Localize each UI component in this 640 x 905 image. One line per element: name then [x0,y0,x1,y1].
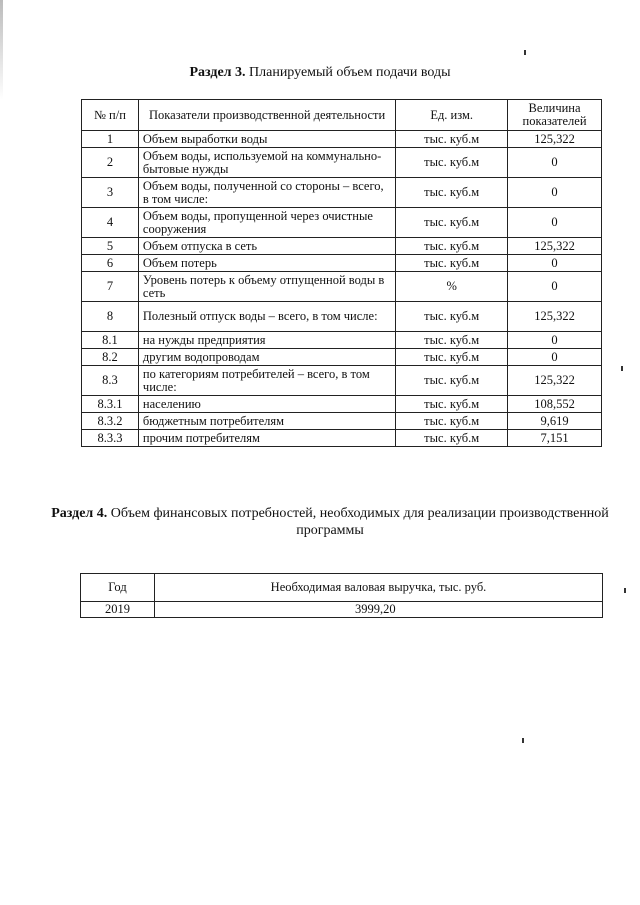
row-unit: тыс. куб.м [396,131,508,148]
row-num: 2 [82,148,139,178]
row-num: 6 [82,255,139,272]
section-3-heading [0,64,640,81]
row-name: другим водопроводам [138,349,395,366]
col-header-revenue: Необходимая валовая выручка, тыс. руб. [155,574,603,602]
row-value: 0 [508,332,602,349]
table-row [82,302,602,332]
table-row [82,178,602,208]
row-year: 2019 [81,602,155,618]
row-unit: тыс. куб.м [396,413,508,430]
row-num: 5 [82,238,139,255]
row-value: 125,322 [508,131,602,148]
table-row [82,272,602,302]
table-row [82,349,602,366]
row-name: Объем выработки воды [138,131,395,148]
section-4-label: Раздел 4. [51,506,108,521]
row-name: Объем воды, используемой на коммунально-бытовые нужды [138,148,395,178]
row-value: 125,322 [508,366,602,396]
row-value: 108,552 [508,396,602,413]
col-header-year: Год [81,574,155,602]
row-name: по категориям потребителей – всего, в том числе: [138,366,395,396]
row-num: 3 [82,178,139,208]
table-row [81,602,603,618]
row-num: 8.3.1 [82,396,139,413]
row-value: 125,322 [508,238,602,255]
section-3-title: Планируемый объем подачи воды [249,65,451,80]
row-name: Полезный отпуск воды – всего, в том числе: [138,302,395,332]
row-num: 8.3.2 [82,413,139,430]
section-3-label: Раздел 3. [189,65,246,80]
scan-speck [522,738,524,743]
table-row [82,413,602,430]
scan-edge [0,0,3,100]
row-unit: тыс. куб.м [396,208,508,238]
table-row [82,255,602,272]
table-row [82,238,602,255]
row-num: 8.3 [82,366,139,396]
col-header-name: Показатели производственной деятельности [138,100,395,131]
row-name: прочим потребителям [138,430,395,447]
row-unit: % [396,272,508,302]
row-name: населению [138,396,395,413]
row-name: бюджетным потребителям [138,413,395,430]
row-unit: тыс. куб.м [396,396,508,413]
table-row [82,208,602,238]
row-name: Объем воды, полученной со стороны – всего, в том числе: [138,178,395,208]
row-unit: тыс. куб.м [396,255,508,272]
row-value: 0 [508,208,602,238]
water-supply-table [81,99,602,447]
section-4-title: Объем финансовых потребностей, необходимых для реализации производственной программы [110,506,609,538]
table-row [82,366,602,396]
row-num: 8.2 [82,349,139,366]
row-name: Объем отпуска в сеть [138,238,395,255]
col-header-unit: Ед. изм. [396,100,508,131]
row-unit: тыс. куб.м [396,366,508,396]
scan-speck [621,366,623,371]
row-name: Объем воды, пропущенной через очистные сооружения [138,208,395,238]
scan-speck [524,50,526,55]
row-num: 1 [82,131,139,148]
table-row [82,131,602,148]
row-unit: тыс. куб.м [396,302,508,332]
row-unit: тыс. куб.м [396,238,508,255]
row-value: 0 [508,178,602,208]
table-row [82,430,602,447]
financial-needs-table [80,573,603,618]
row-unit: тыс. куб.м [396,430,508,447]
section-4-heading [40,505,620,539]
row-value: 9,619 [508,413,602,430]
row-num: 8.3.3 [82,430,139,447]
table-row [82,332,602,349]
row-value: 125,322 [508,302,602,332]
col-header-value: Величина показателей [508,100,602,131]
row-revenue: 3999,20 [155,602,603,618]
row-num: 4 [82,208,139,238]
table-header-row [82,100,602,131]
scan-speck [624,588,626,593]
row-value: 0 [508,255,602,272]
col-header-num: № п/п [82,100,139,131]
row-unit: тыс. куб.м [396,148,508,178]
row-name: Уровень потерь к объему отпущенной воды в сеть [138,272,395,302]
row-unit: тыс. куб.м [396,332,508,349]
row-num: 8 [82,302,139,332]
row-value: 7,151 [508,430,602,447]
table-header-row [81,574,603,602]
row-num: 8.1 [82,332,139,349]
table-row [82,148,602,178]
row-num: 7 [82,272,139,302]
row-name: на нужды предприятия [138,332,395,349]
table-row [82,396,602,413]
row-name: Объем потерь [138,255,395,272]
row-value: 0 [508,148,602,178]
row-value: 0 [508,349,602,366]
row-value: 0 [508,272,602,302]
row-unit: тыс. куб.м [396,349,508,366]
row-unit: тыс. куб.м [396,178,508,208]
